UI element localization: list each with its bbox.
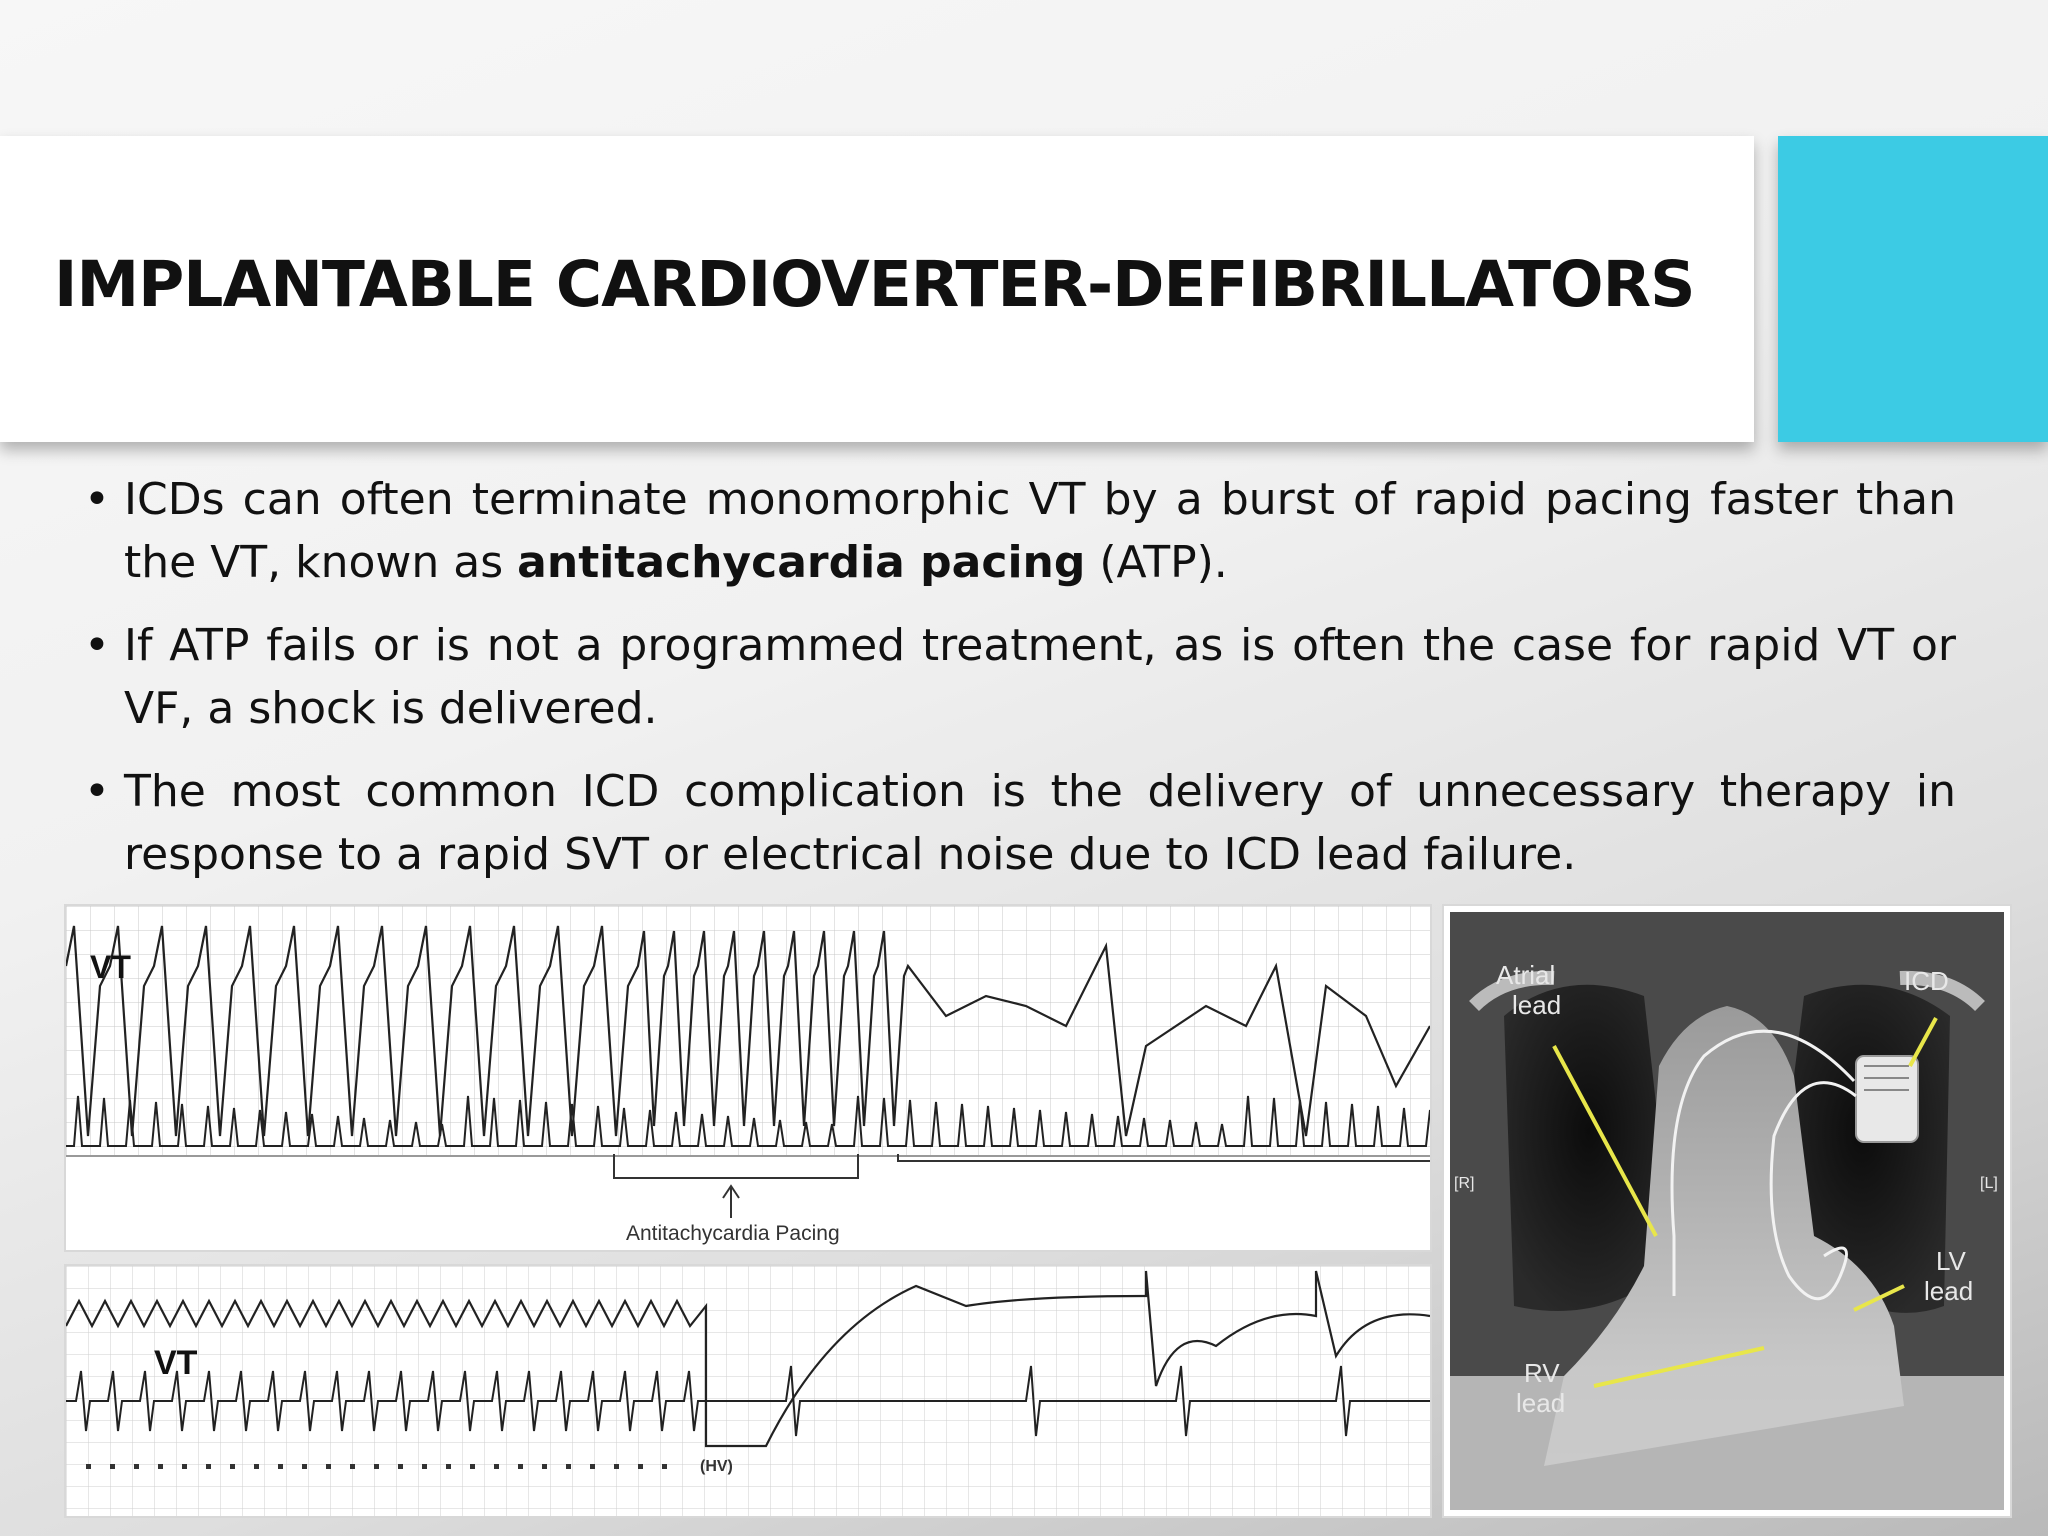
pace-marker [182, 1464, 187, 1469]
pace-marker [662, 1464, 667, 1469]
chest-xray-graphic [1444, 906, 2010, 1516]
xray-marker-r: [R] [1454, 1175, 1475, 1192]
xray-label-lv-2: lead [1924, 1276, 1974, 1306]
bullet-text: If ATP fails or is not a programmed treatment, as is often the case for rapid VT or VF, a shock is delivered. [124, 620, 1956, 734]
ecg-vt-label: VT [90, 949, 131, 985]
pace-marker [158, 1464, 163, 1469]
atp-annotation: Antitachycardia Pacing [626, 1222, 840, 1245]
xray-label-rv-1: RV [1524, 1358, 1560, 1388]
pace-marker [350, 1464, 355, 1469]
pace-marker [206, 1464, 211, 1469]
bullet-text: (ATP). [1085, 537, 1228, 588]
ecg-atp-strip [64, 904, 1432, 1252]
pace-marker [638, 1464, 643, 1469]
xray-label-atrial-2: lead [1512, 990, 1562, 1020]
pace-marker [302, 1464, 307, 1469]
pace-marker [398, 1464, 403, 1469]
pace-marker [566, 1464, 571, 1469]
bullet-item [84, 760, 1956, 886]
ecg-grid [66, 906, 1430, 1156]
pace-marker [230, 1464, 235, 1469]
bullet-bold-term: antitachycardia pacing [517, 537, 1086, 588]
pace-marker [518, 1464, 523, 1469]
xray-marker-l: [L] [1980, 1175, 1998, 1192]
ecg-shock-graphic [66, 1266, 1430, 1516]
up-arrow-icon [723, 1186, 739, 1218]
icd-device [1856, 1056, 1918, 1142]
ecg-vt-label: VT [154, 1344, 198, 1382]
xray-label-atrial-1: Atrial [1496, 960, 1556, 990]
ecg-shock-strip [64, 1264, 1432, 1518]
pace-marker [134, 1464, 139, 1469]
pace-marker [326, 1464, 331, 1469]
bullet-list [84, 468, 1956, 906]
pace-marker [614, 1464, 619, 1469]
pace-marker [86, 1464, 91, 1469]
accent-block [1778, 136, 2048, 442]
xray-label-rv-2: lead [1516, 1388, 1566, 1418]
pace-marker [470, 1464, 475, 1469]
pace-marker [590, 1464, 595, 1469]
atp-bracket [614, 1154, 858, 1178]
bullet-item [84, 614, 1956, 740]
xray-label-lv-1: LV [1936, 1246, 1966, 1276]
chest-xray [1442, 904, 2012, 1518]
pace-marker [494, 1464, 499, 1469]
bullet-text: ICDs can often terminate monomorphic VT by a burst of rapid pacing faster than the VT, known as [124, 474, 1956, 588]
pace-marker [278, 1464, 283, 1469]
pace-marker [542, 1464, 547, 1469]
xray-label-icd: ICD [1904, 966, 1949, 996]
ecg-atp-graphic [66, 906, 1430, 1250]
pace-marker [110, 1464, 115, 1469]
pace-marker [254, 1464, 259, 1469]
pace-marker [446, 1464, 451, 1469]
hv-marker: (HV) [700, 1458, 733, 1475]
pace-marker [422, 1464, 427, 1469]
pace-marker [374, 1464, 379, 1469]
bullet-text: The most common ICD complication is the delivery of unnecessary therapy in response to a rapid SVT or electrical noise due to ICD lead failure. [124, 766, 1956, 880]
bullet-item [84, 468, 1956, 594]
slide-title: IMPLANTABLE CARDIOVERTER-DEFIBRILLATORS [54, 248, 1695, 321]
